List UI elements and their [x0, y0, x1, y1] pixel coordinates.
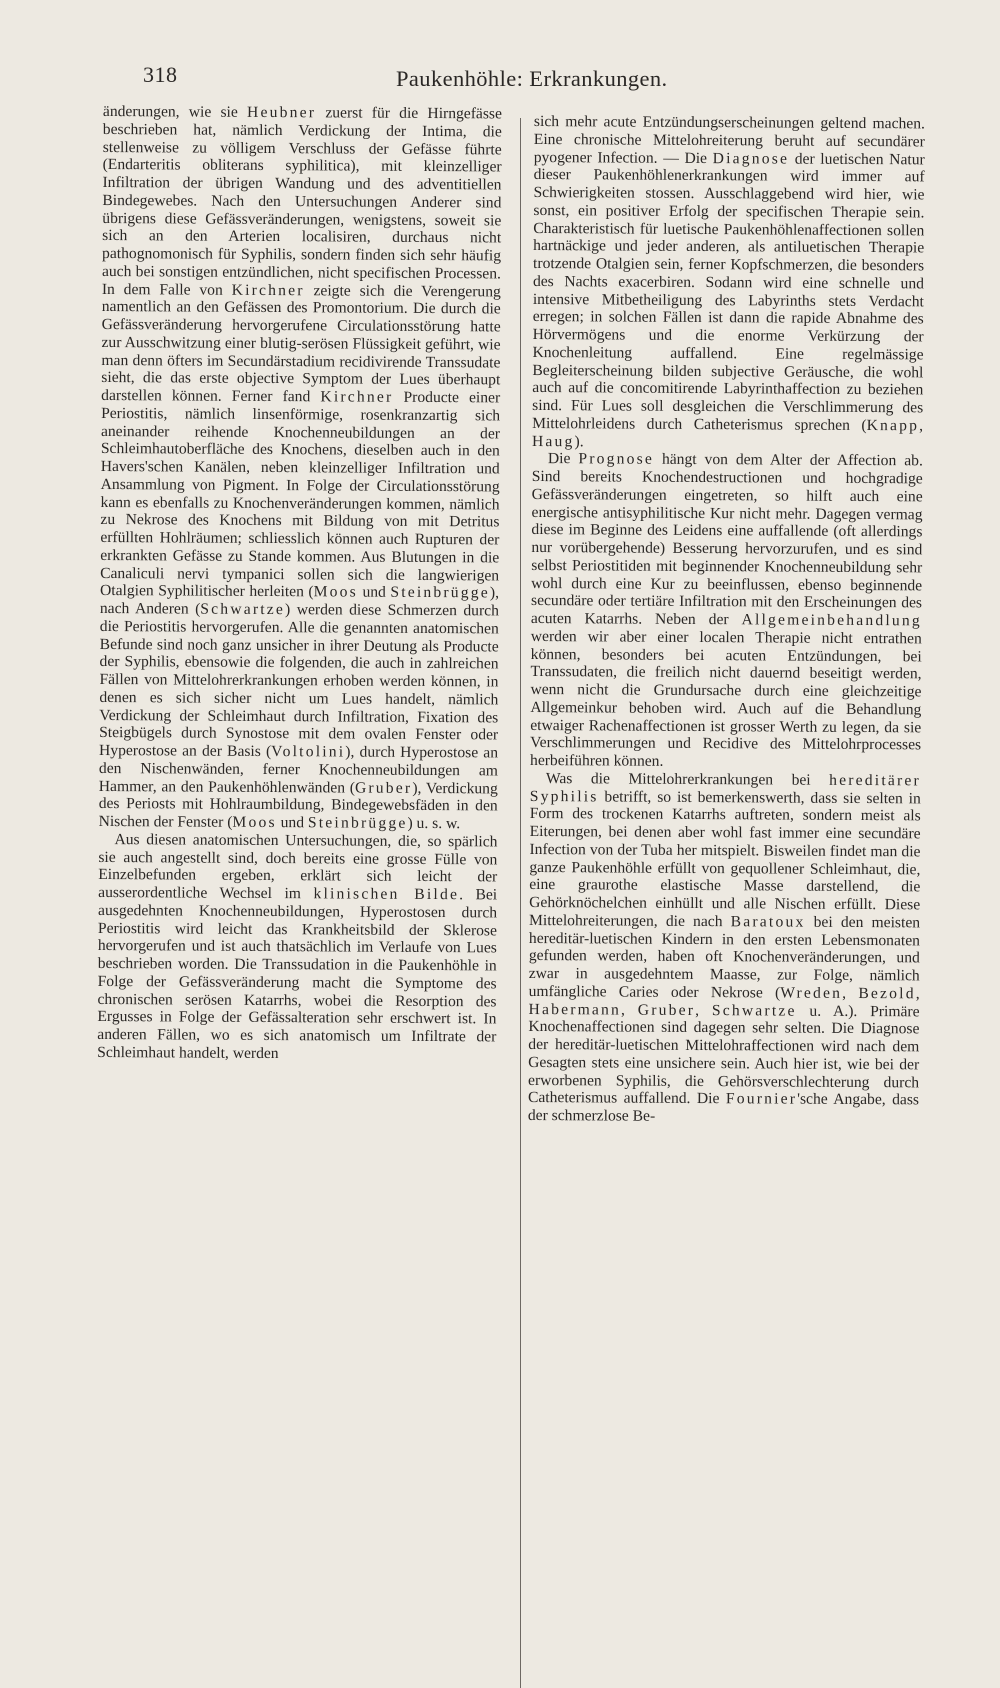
column-rule	[520, 118, 521, 1688]
spaced-name: Kirchner	[231, 281, 305, 299]
page-number: 318	[143, 62, 178, 87]
spaced-name: Baratoux	[730, 912, 806, 931]
running-head: Paukenhöhle: Erkrankungen.	[396, 66, 668, 91]
text-run: . Bei ausgedehnten Knochenneubildungen, Hyperostosen durch Periostitis wird leicht das Krankheitsbild der Sklerose hervorgerufen und ist auch thatsächlich im Verlaufe von Lues beschrieben worden. Die Transsudation in die Paukenhöhle in Folge der Gefässveränderung macht die Symptome des chronischen serösen Katarrhs, wobei die Resorption des Ergusses in Folge der Gefässalteration sehr erschwert ist. In anderen Fällen, wo es sich anatomisch um Infiltrate der Schleimhaut handelt, werden	[97, 886, 498, 1062]
paragraph	[99, 103, 502, 833]
text-run: bei den meisten hereditär-luetischen Kindern in den ersten Lebensmonaten gefunden werden, haben oft Knochenveränderungen, und zwar in ausgedehntem Maasse, zur Folge, nämlich umfängliche Caries oder Nekrose (	[528, 913, 921, 1002]
spaced-name: Haug	[531, 432, 575, 450]
paragraph	[97, 831, 497, 1064]
text-run: der luetischen Natur dieser Paukenhöhlenerkrankungen wird immer auf Schwierigkeiten stossen. Ausschlaggebend wird hier, wie sonst, ein positiver Erfolg der specifischen Therapie sein. Charakteristisch für luetische Paukenhöhlenaffectionen sollen hartnäckige und jeder anderen, als antiluetischen Therapie trotzende Otalgien sein, ferner Kopfschmerzen, die besonders des Nachts exacerbiren. Sodann wird eine schnelle und intensive Mitbetheiligung des Labyrinths stets Verdacht erregen; in solchen Fällen ist dann die rapide Abnahme des Hörvermögens und die enorme Verkürzung der Knochenleitung auffallend. Eine regelmässige Begleiterscheinung bilden subjective Geräusche, die wohl auch auf die concomitirende Labyrinthaffection zu beziehen sind. Für Lues soll desgleichen die Verschlimmerung des Mittelohrleidens durch Catheterismus sprechen (	[532, 150, 925, 434]
spaced-name: Voltolini	[271, 743, 346, 761]
text-run: ), Verdickung des Periosts mit Hohlraumbildung, Bindegewebsfäden in den Nischen der Fenster (	[98, 779, 498, 831]
spaced-name: Gruber	[637, 1001, 696, 1019]
text-run: ) werden diese Schmerzen durch die Periostitis hervorgerufen. Alle die genannten anatomischen Befunde sind noch ganz unsicher in ihrer Deutung als Producte der Syphilis, ebensowie die folgenden, die auch in zahlreichen Fällen von Mittelohrerkrankungen erhoben werden können, in denen es sich sicher nicht um Lues handelt, nämlich Verdickung der Schleimhaut durch Infiltration, Fixation des Steigbügels durch Synostose mit dem ovalen Fenster oder Hyperostose an der Basis (	[98, 601, 499, 761]
paragraph	[528, 770, 921, 1127]
text-run: ).	[574, 432, 584, 450]
spaced-name: Fournier	[725, 1090, 798, 1108]
spaced-name: Steinbrügge	[390, 584, 490, 602]
text-run: und	[357, 583, 391, 602]
text-run: zeigte sich die Verengerung namentlich an den Gefässen des Promontorium. Die durch die Gefässveränderung hervorgerufene Circulationsstörung hatte zur Ausschwitzung einer blutig-serösen Flüssigkeit geführt, wie man denn öfters im Secundärstadium recidivirende Transsudate sieht, die das erste objective Symptom der Lues überhaupt darstellen können. Ferner fand	[101, 281, 501, 406]
spaced-name: Bezold	[858, 984, 916, 1003]
text-run: ,	[842, 984, 859, 1002]
text-run: Aus diesen anatomischen Untersuchungen, die, so spärlich sie auch angestellt sind, doch bereits eine grosse Fülle von Einzelbefunden ergeben, erklärt sich leicht der ausserordentliche Wechsel im	[98, 830, 498, 903]
spaced-name: Allgemeinbehandlung	[741, 611, 922, 630]
spaced-name: Habermann	[528, 1000, 622, 1019]
text-run: ,	[915, 985, 920, 1003]
spaced-name: Moos	[313, 583, 359, 601]
paragraph	[532, 113, 925, 453]
spaced-name: Wreden	[780, 984, 843, 1002]
right-column	[528, 113, 925, 1127]
spaced-name: Prognose	[578, 450, 655, 468]
text-run: ,	[695, 1001, 712, 1019]
text-run: ,	[919, 417, 924, 435]
spaced-name: Gruber	[354, 779, 413, 797]
spaced-name: Steinbrügge	[307, 814, 408, 832]
text-run: und	[276, 814, 308, 832]
text-run: hängt von dem Alter der Affection ab. Sind bereits Knochendestructionen und hochgradige Gefässveränderungen eingetreten, so hilft auch eine energische antisyphilitische Kur nicht mehr. Dagegen vermag diese im Beginne des Leidens eine auffallende (oft allerdings nur vorübergehende) Besserung hervorzurufen, und es sind selbst Periostitiden mit beginnender Knochenneubildung sehr wohl durch eine Kur zu beeinflussen, ebenso beginnende secundäre oder tertiäre Infiltration mit den Erscheinungen des acuten Katarrhs. Neben der	[530, 450, 923, 629]
text-run: zuerst für die Hirngefässe beschrieben hat, nämlich Verdickung der Intima, die stellenweise zu völligem Verschluss der Gefässe führte (Endarteritis obliterans syphilitica), mit kleinzelliger Infiltration der übrigen Wandung und des adventitiellen Bindegewebes. Nach den Untersuchungen Anderer sind übrigens diese Gefässveränderungen, wenigstens, soweit sie sich an den Arterien localisiren, durchaus nicht pathognomonisch für Syphilis, sondern finden sich sehr häufig auch bei sonstigen entzündlichen, nicht specifischen Processen. In dem Falle von	[101, 104, 502, 299]
paragraph	[530, 450, 923, 772]
text-run: Producte einer Periostitis, nämlich linsenförmige, rosenkranzartig sich aneinander reihende Knochenneubildungen an der Schleimhautoberfläche des Knochens, dieselben auch in den Havers'schen Kanälen, neben kleinzelliger Infiltration und Ansammlung von Pigment. In Folge der Circulationsstörung kann es ebenfalls zu Knochenveränderungen kommen, nämlich zu Nekrose des Knochens mit Bildung von mit Detritus erfüllten Hohlräumen; schliesslich können auch Rupturen der erkrankten Gefässe zu Stande kommen. Aus Blutungen in die Canaliculi nervi tympanici sollen sich die langwierigen Otalgien Syphilitischer herleiten (	[99, 388, 501, 601]
text-run: ), durch Hyperostose an den Nischenwänden, ferner Knochenneubildungen am Hammer, an den Paukenhöhlenwänden (	[98, 743, 499, 797]
text-run: betrifft, so ist bemerkenswerth, dass sie selten in Form des trockenen Katarrhs auftreten, sondern meist als Eiterungen, bei denen aber wohl fast immer eine secundäre Infection von der Tuba her mitspielt. Bisweilen findet man die ganze Paukenhöhle erfüllt von gequollener Schleimhaut, die, eine graurothe elastische Masse darstellend, die Gehörknöchelchen einhüllt und alle Nischen erfüllt. Diese Mittelohreiterungen, die nach	[529, 787, 921, 930]
text-run: u. A.). Primäre Knochenaffectionen sind dagegen sehr selten. Die Diagnose der hereditär-luetischen Mittelohraffectionen wird nach dem Gesagten stets eine unsichere sein. Auch hier ist, wie bei der erworbenen Syphilis, die Gehörsverschlechterung durch Catheterismus auffallend. Die	[527, 1002, 920, 1108]
spaced-name: Moos	[232, 813, 277, 832]
text-run: 'sche Angabe, dass der schmerzlose Be-	[527, 1090, 920, 1125]
spaced-name: Schwartze	[711, 1001, 797, 1020]
spaced-name: Kirchner	[320, 388, 394, 406]
spaced-name: Knapp	[866, 416, 920, 435]
text-run: ) u. s. w.	[407, 814, 461, 833]
text-run: ,	[621, 1001, 638, 1019]
text-run: Was die Mittelohrerkrankungen bei	[545, 769, 830, 789]
spaced-name: Heubner	[247, 103, 317, 122]
spaced-name: hereditärer Syphilis	[529, 771, 921, 805]
text-run: änderungen, wie sie	[102, 103, 248, 121]
left-column	[97, 103, 502, 1064]
text-run: sich mehr acute Entzündungserscheinungen geltend machen. Eine chronische Mittelohreiterung beruht auf secundärer pyogener Infection. — Die	[533, 113, 925, 167]
text-run: ), nach Anderen (	[99, 584, 500, 618]
spaced-name: Diagnose	[712, 149, 790, 168]
spaced-name: Schwartze	[200, 600, 286, 619]
text-run: werden wir aber einer localen Therapie nicht entrathen können, besonders bei acuten Entzündungen, bei Transsudaten, die freilich nicht dauernd beseitigt werden, wenn nicht die Grundursache durch eine gleichzeitige Allgemeinkur behoben wird. Auch auf die Behandlung etwaiger Rachenaffectionen ist grosser Werth zu legen, da sie Verschlimmerungen und Recidive des Mittelohrprocesses herbeiführen können.	[529, 627, 922, 770]
spaced-name: klinischen Bilde	[313, 885, 460, 904]
text-run: Die	[547, 450, 579, 468]
